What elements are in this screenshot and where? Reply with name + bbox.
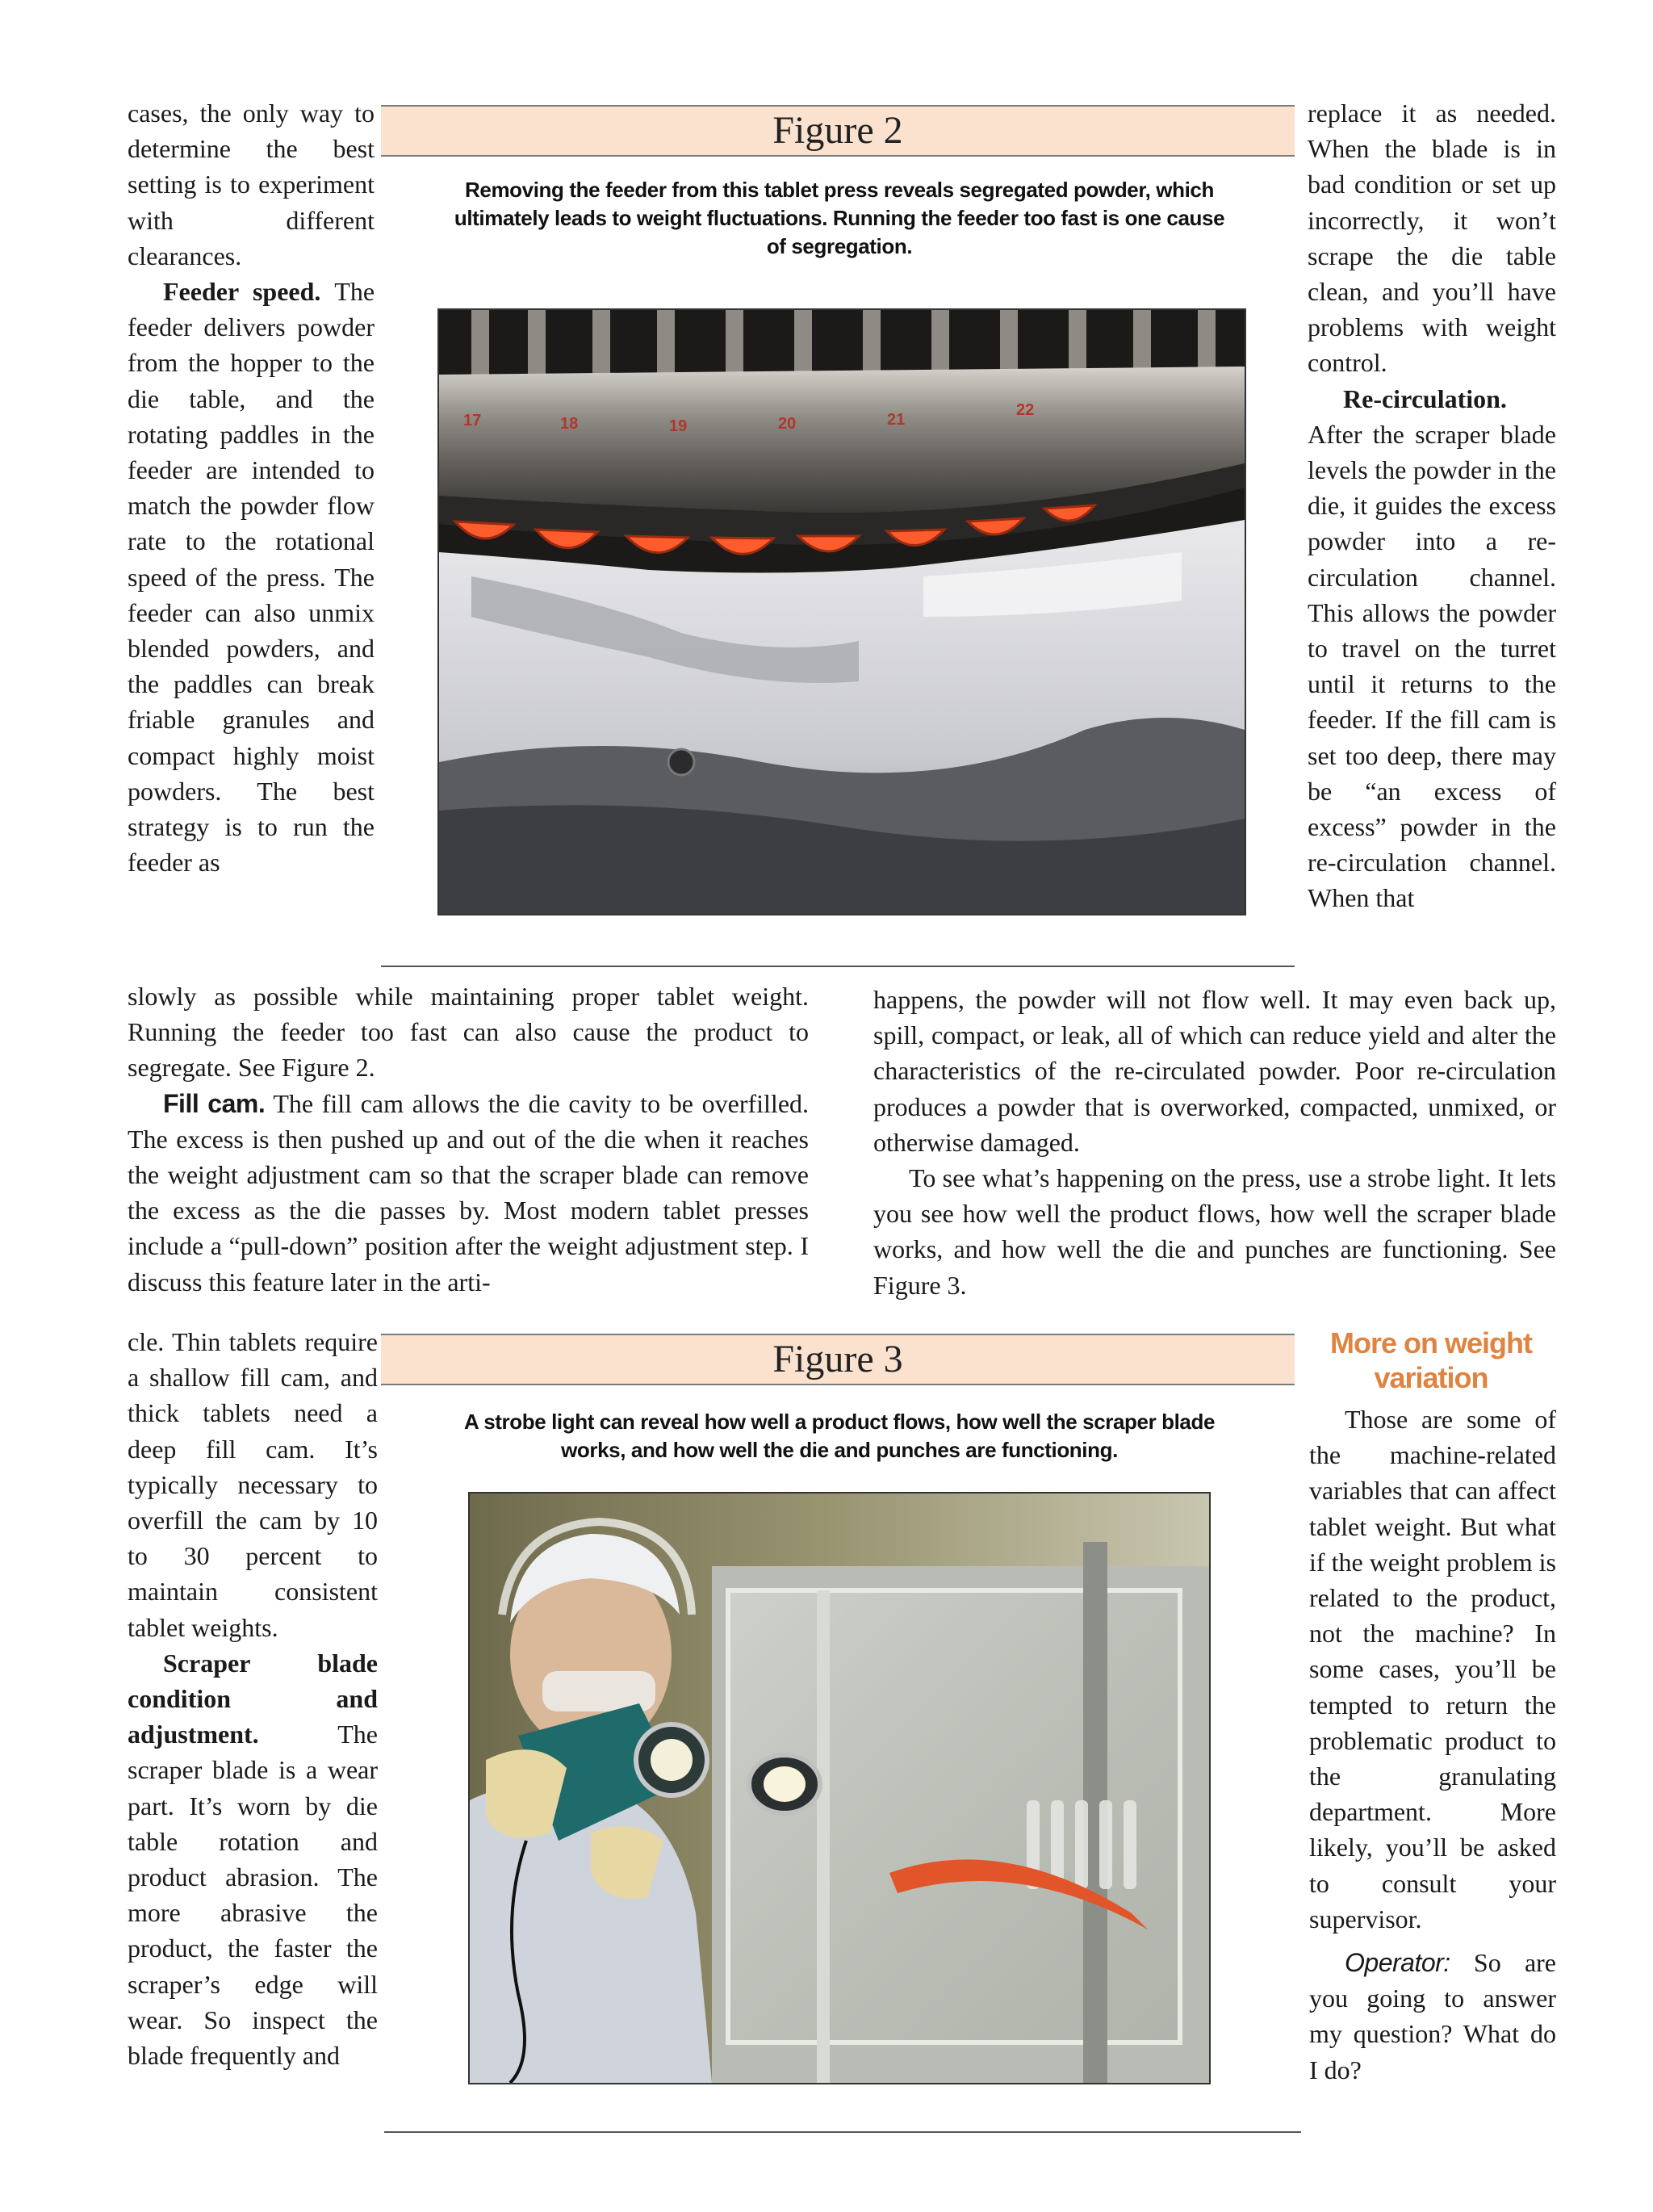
paragraph-feeder-speed — [128, 274, 375, 880]
figure-2-photo — [437, 308, 1246, 915]
operator-text: So are you going to answer my question? What do I do? — [1309, 1948, 1556, 2084]
text-scraper-blade: The scraper blade is a wear part. It’s worn by die table rotation and product abrasion. The more abrasive the product, the faster the scraper’s edge will wear. So inspect the blade frequently and — [128, 1720, 378, 2071]
paragraph-scraper-blade — [128, 1645, 378, 2073]
paragraph-strobe-light: To see what’s happening on the press, use a strobe light. It lets you see how well the product flows, how well the scraper blade works, and how well the die and punches are functioning. See Figure 3. — [873, 1163, 1556, 1300]
mid-left-column — [128, 978, 809, 1300]
figure-2-caption: Removing the feeder from this tablet press reveals segregated powder, which ultimately leads to weight fluctuations. Running the feeder too fast is one cause of segregation. — [454, 178, 1225, 258]
paragraph-recirculation — [1308, 381, 1556, 916]
text-recirculation: After the scraper blade levels the powder in the die, it guides the excess powder into a re-circulation channel. This allows the powder to travel on the turret until it returns to the feeder. If the fill cam is set too deep, there may be “an excess of excess” powder in the re-circulation channel. When that — [1308, 419, 1556, 913]
figure-2-title: Figure 2 — [772, 109, 903, 152]
dial-number: 21 — [887, 411, 906, 429]
paragraph-fill-cam-continuation: cle. Thin tablets require a shallow fill cam, and thick tablets need a deep fill cam. It’s typically necessary to overfill the cam by 10 to 30 percent to maintain consistent tablet weights. — [128, 1327, 378, 1642]
dial-number: 20 — [778, 415, 797, 433]
heading-feeder-speed: Feeder speed. — [163, 277, 321, 307]
dial-number: 18 — [560, 415, 579, 433]
heading-scraper-blade: Scraper blade condition and adjustment. — [128, 1648, 378, 1749]
dial-number: 17 — [463, 412, 482, 429]
sidebar-paragraph: Those are some of the machine-related variables that can affect tablet weight. But what if the weight problem is related to the product, not the machine? In some cases, you’ll be tempted to return the problematic product to the granulating department. More likely, you’ll be asked to consult your supervisor. — [1309, 1405, 1556, 1933]
paragraph-right-continuation: replace it as needed. When the blade is in bad condition or set up incorrectly, it won’t scrape the die table clean, and you’ll have problems with weight control. — [1308, 98, 1556, 378]
figure-3-title: Figure 3 — [772, 1338, 903, 1380]
sidebar-operator-paragraph — [1309, 1945, 1556, 2088]
heading-fill-cam: Fill cam. — [163, 1088, 266, 1118]
paragraph-left-continuation: cases, the only way to determine the best setting is to experiment with different clearances. — [128, 98, 375, 270]
operator-label: Operator: — [1345, 1948, 1450, 1978]
figure-2-title-bar — [381, 105, 1295, 157]
text-fill-cam: The fill cam allows the die cavity to be overfilled. The excess is then pushed up and out of the die when it reaches the weight adjustment cam so that the scraper blade can remove the excess as the die passes by. Most modern tablet presses include a “pull-down” position after the weight adjustment step. I discuss this feature later in the arti- — [128, 1088, 810, 1297]
strobe-operator-photo — [470, 1494, 1209, 2083]
left-column-top — [128, 95, 375, 880]
figure-2-bottom-rule — [381, 966, 1295, 967]
figure-3-caption: A strobe light can reveal how well a product flows, how well the scraper blade works, and how well the die and punches are functioning. — [463, 1410, 1216, 1462]
paragraph-fill-cam — [128, 1086, 809, 1300]
text-feeder-speed: The feeder delivers powder from the hopper to the die table, and the rotating paddles in the feeder are intended to match the powder flow rate to the rotational speed of the press. The feeder can also unmix blended powders, and the paddles can break friable granules and compact highly moist powders. The best strategy is to run the feeder as — [128, 277, 375, 878]
dial-number: 22 — [1016, 401, 1035, 419]
heading-recirculation: Re-circulation. — [1343, 383, 1507, 413]
paragraph-recirculation-continuation: happens, the powder will not flow well. It may even back up, spill, compact, or leak, all of which can reduce yield and alter the characteristics of the re-circulated powder. Poor re-circulation produces a powder that is overworked, compacted, unmixed, or otherwise damaged. — [873, 985, 1556, 1157]
mid-right-column — [873, 982, 1556, 1303]
right-column-top — [1308, 95, 1556, 916]
figure-3-photo — [468, 1492, 1211, 2084]
left-column-bottom — [128, 1324, 378, 2073]
figure-3-title-bar — [381, 1334, 1295, 1385]
sidebar-column — [1309, 1401, 1556, 2088]
figure-3-bottom-rule — [384, 2131, 1301, 2133]
dial-number: 19 — [669, 417, 688, 435]
paragraph-feeder-continuation: slowly as possible while maintaining proper tablet weight. Running the feeder too fast can also cause the product to segregate. See Figure 2. — [128, 982, 809, 1083]
feeder-powder-photo — [439, 310, 1245, 914]
sidebar-heading: More on weight variation — [1330, 1326, 1532, 1394]
